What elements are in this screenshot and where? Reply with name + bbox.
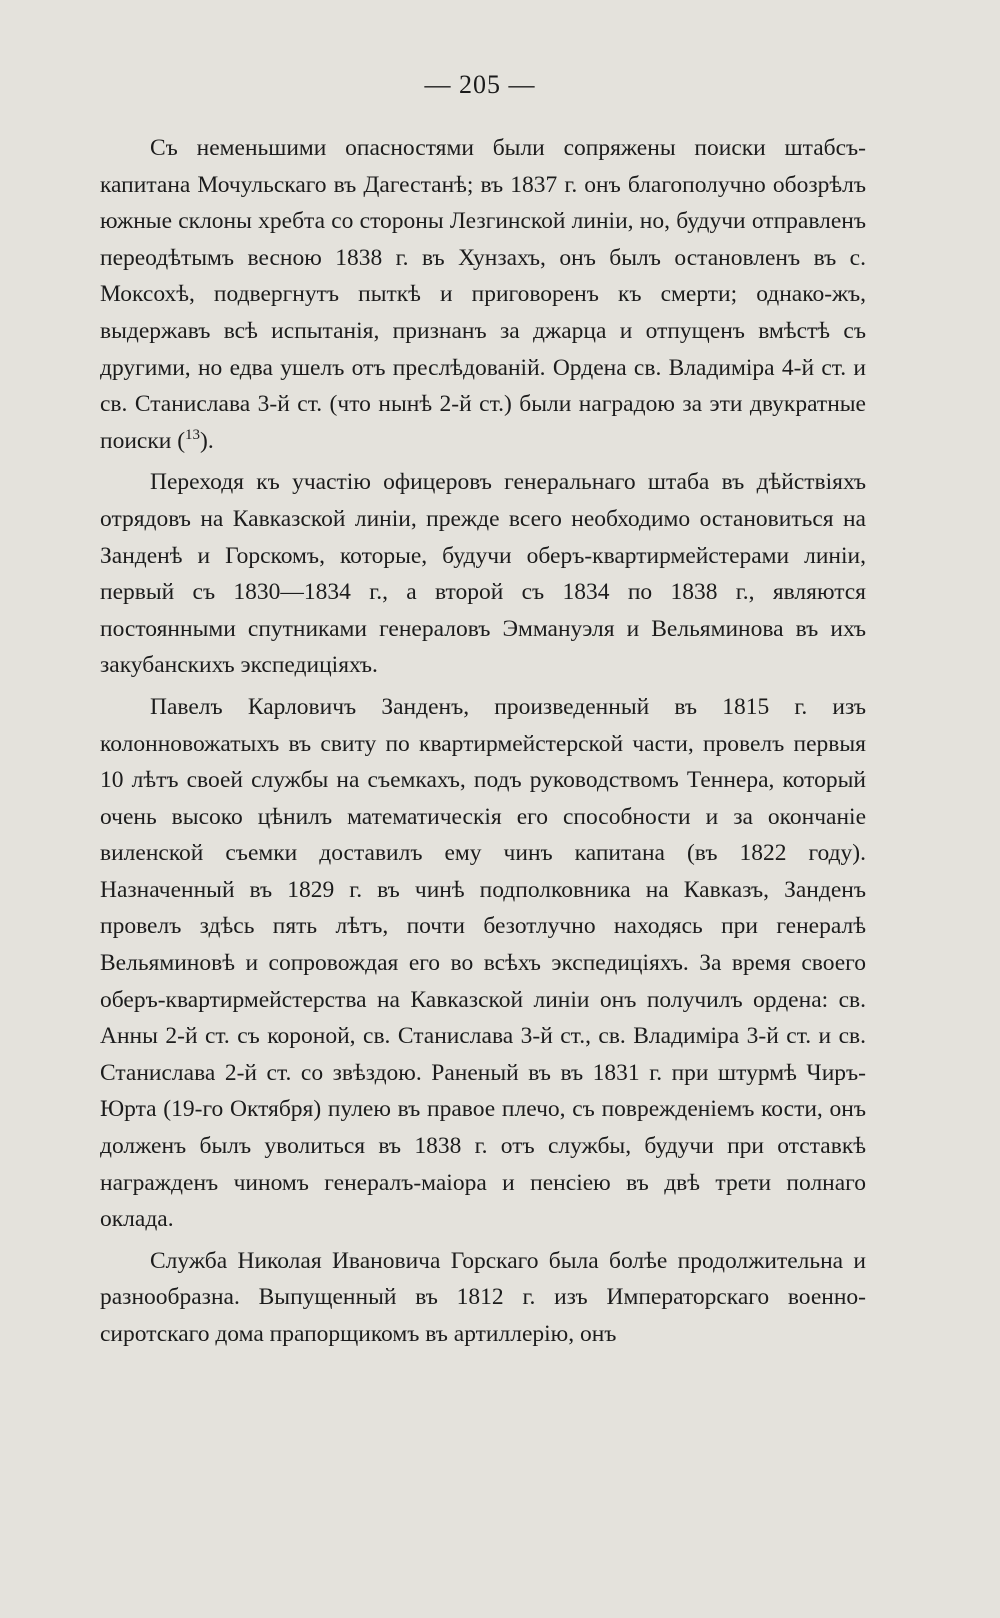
footnote-reference: 13 — [185, 426, 201, 443]
page-number: — 205 — — [424, 70, 536, 99]
paragraph-text: Павелъ Карловичъ Занденъ, произведенный въ 1815 г. изъ колонновожатыхъ въ свиту по квартирмейстерской части, провелъ первыя 10 лѣтъ своей службы на съемкахъ, подъ руководствомъ Теннера, который очень высоко цѣнилъ математическія его способности и за окончаніе виленской съемки доставилъ ему чинъ капитана (въ 1822 году). Назначенный въ 1829 г. въ чинѣ подполковника на Кавказъ, Занденъ провелъ здѣсь пять лѣтъ, почти безотлучно находясь при генералѣ Вельяминовѣ и сопровождая его во всѣхъ экспедиціяхъ. За время своего оберъ-квартирмейстерства на Кавказской линіи онъ получилъ ордена: св. Анны 2-й ст. съ короной, св. Станислава 3-й ст., св. Владиміра 3-й ст. и св. Станислава 2-й ст. со звѣздою. Раненый въ въ 1831 г. при штурмѣ Чиръ-Юрта (19-го Октября) пулею въ правое плечо, съ поврежденіемъ кости, онъ долженъ былъ уволиться въ 1838 г. отъ службы, будучи при отставкѣ награжденъ чиномъ генералъ-маіора и пенсіею въ двѣ трети полнаго оклада. — [100, 693, 866, 1233]
paragraph-tail: ). — [200, 427, 214, 454]
paragraph-text: Переходя къ участію офицеровъ генеральнаго штаба въ дѣйствіяхъ отрядовъ на Кавказской линіи, прежде всего необходимо остановиться на Занденѣ и Горскомъ, которые, будучи оберъ-квартирмейстерами линіи, первый съ 1830—1834 г., а второй съ 1834 по 1838 г., являются постоянными спутниками генераловъ Эммануэля и Вельяминова въ ихъ закубанскихъ экспедиціяхъ. — [100, 469, 866, 679]
paragraph-zanden — [100, 689, 866, 1238]
paragraph-gorsky — [100, 1243, 866, 1353]
body-text — [100, 130, 866, 1353]
paragraph-mochulsky — [100, 130, 866, 459]
paragraph-text: Служба Николая Ивановича Горскаго была болѣе продолжительна и разнообразна. Выпущенный въ 1812 г. изъ Императорскаго военно-сиротскаго дома прапорщикомъ въ артиллерію, онъ — [100, 1247, 866, 1347]
paragraph-text: Съ неменьшими опасностями были сопряжены поиски штабсъ-капитана Мочульскаго въ Дагестанѣ; въ 1837 г. онъ благополучно обозрѣлъ южные склоны хребта со стороны Лезгинской линіи, но, будучи отправленъ переодѣтымъ весною 1838 г. въ Хунзахъ, онъ былъ остановленъ въ с. Моксохѣ, подвергнутъ пыткѣ и приговоренъ къ смерти; однако-жъ, выдержавъ всѣ испытанія, признанъ за джарца и отпущенъ вмѣстѣ съ другими, но едва ушелъ отъ преслѣдованій. Ордена св. Владиміра 4-й ст. и св. Станислава 3-й ст. (что нынѣ 2-й ст.) были наградою за эти двукратные поиски ( — [100, 135, 866, 454]
paragraph-general-staff — [100, 464, 866, 684]
